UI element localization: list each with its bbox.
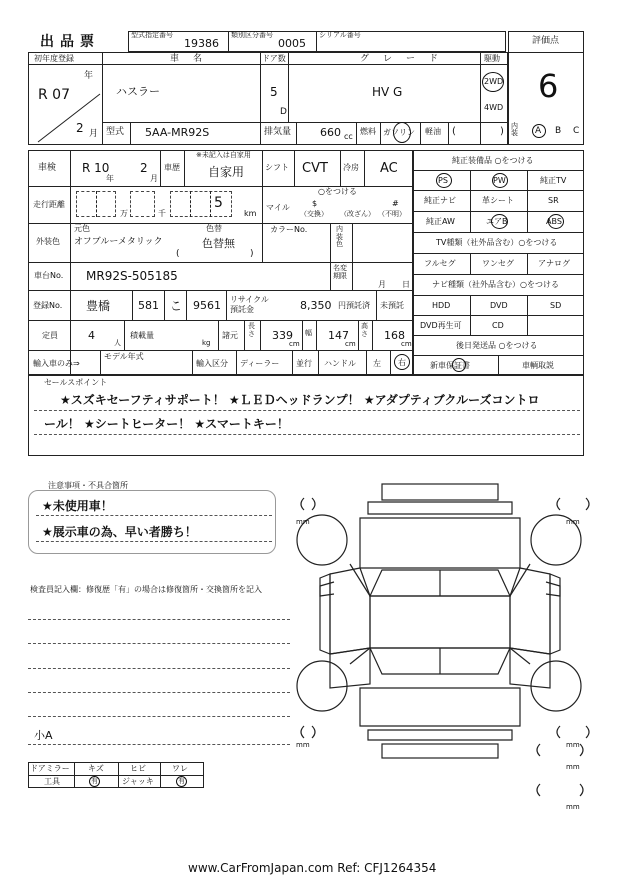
grade-value: HV G: [372, 85, 403, 99]
mm-rear-left: mm: [296, 741, 310, 749]
reg-class: 581: [138, 299, 159, 312]
car-damage-diagram: [290, 478, 590, 808]
capacity-value: 4: [88, 329, 95, 342]
tv-type-label: TV種類（社外品含む）○をつける: [436, 238, 558, 247]
roof: [370, 596, 510, 648]
recycle-unit: 円預託済: [338, 301, 370, 310]
import-class-label: 輸入区分: [196, 359, 228, 368]
kg-unit: kg: [202, 339, 211, 347]
recycle-label: リサイクル預託金: [230, 295, 269, 314]
sharp-sign: #: [392, 199, 399, 208]
navi-type-label: ナビ種類（社外品含む）○をつける: [432, 280, 559, 289]
light-oil-label: 軽油: [425, 127, 441, 136]
shift-value: CVT: [302, 161, 328, 176]
tools-label: 工具: [44, 777, 60, 786]
shaken-year-unit: 年: [106, 174, 114, 183]
model-label: 型式: [106, 127, 125, 137]
reg-label: 登録No.: [33, 301, 63, 310]
grade-label: グレード: [360, 54, 453, 64]
rear-bumper: [382, 744, 498, 758]
height-value: 168: [384, 329, 405, 342]
left-front-door: [330, 568, 370, 654]
exchange-label: （交換）: [300, 210, 328, 218]
scratch-label: キズ: [88, 764, 104, 773]
inspector-note-label: 検査員記入欄：修復歴「有」の場合は修復箇所・交換箇所を記入: [30, 585, 262, 594]
rear-panel: [368, 730, 512, 740]
first-reg-era-year: R 07: [38, 87, 70, 103]
score-label: 評価点: [532, 36, 560, 46]
car-name-label: 車名: [170, 54, 217, 64]
navi-sd: SD: [550, 301, 562, 310]
navi-hdd: HDD: [432, 301, 451, 310]
left-mirror: [320, 582, 334, 596]
door-type: D: [280, 107, 287, 117]
history-note: ※未記入は自家用: [196, 151, 251, 159]
length-label: 長さ: [248, 322, 255, 338]
handle-label: ハンドル: [324, 359, 356, 368]
equip-sr: SR: [548, 196, 559, 205]
shaken-month: 2: [140, 161, 148, 175]
notes-line1: ★未使用車！: [42, 499, 113, 513]
equip-pw: PW: [493, 176, 506, 185]
class-no: 0005: [278, 37, 306, 50]
tools-yes: 有: [91, 777, 98, 785]
mm-front-right: mm: [566, 518, 580, 526]
navi-dvd-playable: DVD再生可: [420, 321, 462, 330]
car-name: ハスラー: [116, 85, 160, 98]
chassis-no: MR92S-505185: [86, 269, 178, 283]
shift-label: シフト: [265, 163, 289, 172]
mileage-man-unit: 万: [120, 209, 128, 218]
reg-region: 豊橋: [86, 299, 111, 313]
drive-2wd: 2WD: [484, 77, 504, 86]
first-reg-label: 初年度登録: [34, 54, 74, 63]
front-bumper: [382, 484, 498, 500]
inspector-name: 小A: [34, 729, 53, 742]
km-unit: km: [244, 209, 257, 218]
import-only-label: 輸入車のみ⇒: [33, 359, 80, 368]
load-label: 積載量: [130, 331, 154, 340]
sales-point-box: [28, 375, 584, 456]
repaint-bracket-open: (: [176, 249, 180, 259]
drive-label: 駆動: [484, 54, 500, 63]
fuel-gasoline: ガソリン: [383, 128, 415, 137]
equip-oem-navi: 純正ナビ: [424, 196, 456, 205]
name-change-month: 月: [378, 280, 386, 289]
light-oil-bracket-open: (: [452, 126, 456, 137]
history-label: 車歴: [164, 163, 180, 172]
chassis-label: 車台No.: [34, 271, 64, 280]
mileage-sen-unit: 千: [158, 209, 166, 218]
tampered-label: （改ざん）: [340, 210, 375, 218]
interior-label: 内装: [511, 122, 518, 137]
left-rear-door: [330, 648, 370, 688]
trunk: [360, 688, 520, 726]
equip-abs: ABS: [546, 217, 562, 226]
parallel-label: 並行: [296, 359, 312, 368]
dollar-sign: $: [312, 199, 318, 208]
notes-line2: ★展示車の為、早い者勝ち！: [42, 525, 197, 539]
dims-label: 諸元: [222, 331, 238, 340]
interior-a: A: [535, 126, 542, 136]
sales-point-label: セールスポイント: [44, 378, 108, 387]
serial-no-label: シリアル番号: [319, 31, 361, 39]
height-cm: cm: [401, 340, 412, 348]
hood-front: [368, 502, 512, 514]
capacity-label: 定員: [42, 331, 58, 340]
model-year-label: モデル年式: [104, 352, 144, 361]
equip-oem-tv: 純正TV: [540, 176, 567, 185]
shaken-era-year: R 10: [82, 161, 110, 175]
right-rear-door: [510, 648, 550, 688]
crack-label: ヒビ: [130, 764, 146, 773]
tv-analog: アナログ: [538, 259, 570, 268]
repaint-label: 色替: [206, 224, 222, 233]
door-mirror-label: ドアミラー: [30, 764, 70, 773]
shaken-label: 車検: [38, 163, 57, 173]
right-mirror: [546, 582, 560, 596]
interior-color-label: 内装色: [336, 225, 343, 249]
width-value: 147: [328, 329, 349, 342]
reg-kana: こ: [170, 299, 183, 313]
width-cm: cm: [345, 340, 356, 348]
first-reg-year-unit: 年: [84, 71, 94, 81]
light-oil-bracket-close: ): [500, 126, 504, 137]
equip-oem-aw: 純正AW: [426, 217, 455, 226]
length-cm: cm: [289, 340, 300, 348]
interior-b: B: [555, 126, 562, 136]
displacement-value: 660: [320, 126, 341, 139]
color-label: 外装色: [36, 237, 60, 246]
notes-label: 注意事項・不具合箇所: [48, 481, 128, 490]
break-label: ワレ: [172, 764, 188, 773]
length-value: 339: [272, 329, 293, 342]
cooler-value: AC: [380, 161, 398, 176]
first-reg-month: 2: [76, 121, 84, 135]
mileage-box-sen1: [130, 191, 155, 217]
height-label: 高さ: [361, 322, 368, 338]
doors-label: ドア数: [262, 54, 286, 63]
exterior-color: オフブルーメタリック: [74, 237, 163, 247]
equip-ps: PS: [438, 176, 448, 185]
tire-rear-right: [531, 661, 581, 711]
tv-fullseg: フルセグ: [424, 259, 456, 268]
name-change-label: 名変期限: [333, 264, 347, 280]
navi-cd: CD: [492, 321, 504, 330]
interior-c: C: [573, 126, 580, 136]
footer-reference: www.CarFromJapan.com Ref: CFJ1264354: [188, 861, 437, 875]
color-no-label: カラーNo.: [270, 225, 308, 234]
oem-equipment-label: 純正装備品 ○をつける: [452, 156, 534, 165]
sales-point-line1: ★スズキセーフティサポート！ ★ＬＥＤヘッドランプ！ ★アダプティブクルーズコントロ: [60, 393, 540, 407]
first-reg-month-unit: 月: [89, 129, 99, 139]
displacement-label: 排気量: [264, 127, 292, 137]
history-value: 自家用: [208, 165, 245, 179]
unknown-label: （不明）: [378, 210, 406, 218]
cooler-label: 冷房: [343, 163, 359, 172]
not-deposited-label: 未預託: [380, 301, 404, 310]
handle-left: 左: [373, 359, 381, 368]
doors-value: 5: [270, 85, 278, 99]
mm-bottom-1: mm: [566, 763, 580, 771]
tire-rear-left: [297, 661, 347, 711]
later-manual: 車輌取説: [522, 361, 554, 370]
reg-number: 9561: [193, 299, 221, 312]
type-no: 19386: [184, 37, 219, 50]
sales-point-line2: ール！ ★シートヒーター！ ★スマートキー！: [44, 417, 289, 431]
mileage-last-digit: 5: [214, 195, 223, 211]
navi-dvd: DVD: [490, 301, 508, 310]
later-warranty: 新車保証書: [430, 361, 470, 370]
tv-oneseg: ワンセグ: [482, 259, 514, 268]
type-no-label: 型式指定番号: [131, 31, 173, 39]
drive-4wd: 4WD: [484, 103, 504, 112]
mm-bottom-2: mm: [566, 803, 580, 811]
mile-label: マイル: [266, 203, 290, 212]
fuel-label: 燃料: [360, 127, 376, 136]
handle-right: 右: [398, 358, 406, 367]
dealer-label: ディーラー: [240, 359, 280, 368]
cc-unit: cc: [344, 132, 353, 141]
later-shipment-label: 後日発送品 ○をつける: [456, 341, 538, 350]
repaint-value: 色替無: [202, 237, 235, 250]
shaken-month-unit: 月: [150, 174, 158, 183]
orig-color-label: 元色: [74, 224, 90, 233]
hood: [360, 518, 520, 568]
jack-yes: 有: [178, 777, 185, 785]
score-value: 6: [538, 67, 559, 105]
mileage-label: 走行距離: [33, 200, 65, 209]
name-change-day: 日: [402, 280, 410, 289]
width-label: 幅: [305, 329, 312, 337]
recycle-amount: 8,350: [300, 299, 332, 312]
odometer-mark-note: ○をつける: [318, 187, 357, 196]
document-title: 出品票: [40, 34, 100, 50]
right-front-door: [510, 568, 550, 654]
mm-rear-right: mm: [566, 741, 580, 749]
repaint-bracket-close: ): [250, 249, 254, 259]
class-no-label: 類別区分番号: [231, 31, 273, 39]
equip-leather-seat: 革シート: [482, 196, 514, 205]
person-unit: 人: [114, 339, 121, 347]
jack-label: ジャッキ: [122, 777, 154, 786]
equip-airbag: エアB: [486, 217, 508, 226]
mm-front-left: mm: [296, 518, 310, 526]
model-value: 5AA-MR92S: [145, 126, 210, 139]
